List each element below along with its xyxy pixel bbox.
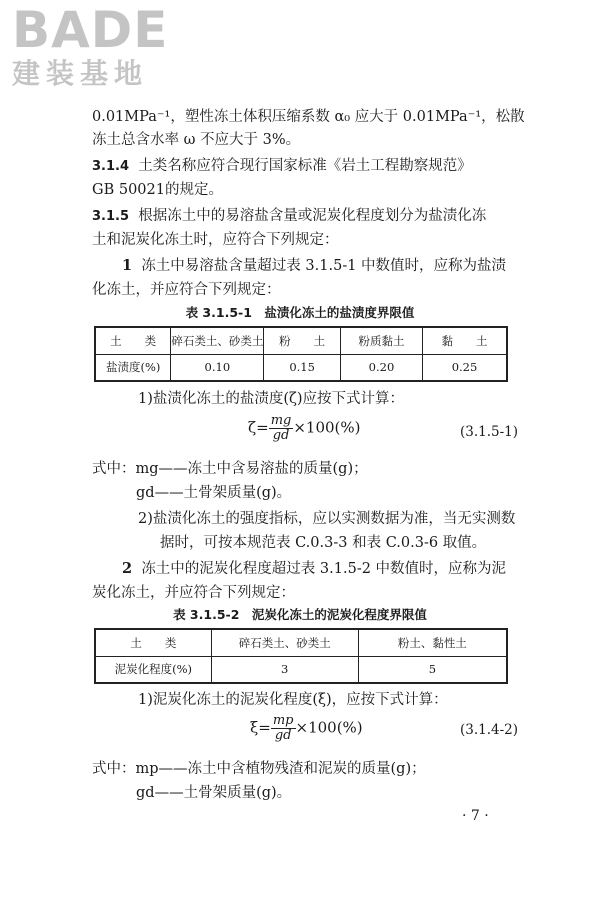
clause-text: 土类名称应符合现行国家标准《岩土工程勘察规范》 <box>138 158 472 174</box>
formula-lhs: ζ= <box>248 418 269 437</box>
item-1-sub-1: 1)盐渍化冻土的盐渍度(ζ)应按下式计算： <box>138 391 405 407</box>
item-1-sub-2-line-1: 2)盐渍化冻土的强度指标，应以实测数据为准，当无实测数 <box>138 511 516 527</box>
formula-rhs: ×100(%) <box>295 718 363 737</box>
clause-3-1-4-line-2: GB 50021的规定。 <box>92 182 223 198</box>
item-2 <box>122 559 506 579</box>
table-2-header-cell: 碎石类土、砂类土 <box>211 629 358 656</box>
where-2-line-1: 式中：mp——冻土中含植物残渣和泥炭的质量(g)； <box>92 761 426 777</box>
table-1-header-cell: 粉质黏土 <box>340 327 422 354</box>
table-1-caption: 表 3.1.5-1 盐渍化冻土的盐渍度界限值 <box>185 305 415 320</box>
equation-number: (3.1.4-2) <box>460 722 519 738</box>
formula-fraction <box>269 414 294 443</box>
intro-line-1: 0.01MPa⁻¹，塑性冻土体积压缩系数 α₀ 应大于 0.01MPa⁻¹，松散 <box>92 109 525 125</box>
clause-3-1-5-line-2: 土和泥炭化冻土时，应符合下列规定： <box>92 232 339 248</box>
table-1-header-cell: 粉 土 <box>264 327 341 354</box>
where-1-line-2: gd——土骨架质量(g)。 <box>136 485 292 501</box>
table-2-header-cell: 粉土、黏性土 <box>358 629 507 656</box>
logo-wordmark: BADE <box>12 1 169 59</box>
formula-salinity <box>248 414 361 443</box>
formula-numerator: mp <box>272 713 294 728</box>
clause-3-1-5 <box>92 206 486 227</box>
clause-text: 根据冻土中的易溶盐含量或泥炭化程度划分为盐渍化冻 <box>138 208 487 224</box>
table-2-header-cell: 土 类 <box>95 629 211 656</box>
table-1-header-cell: 碎石类土、砂类土 <box>171 327 264 354</box>
formula-denominator: gd <box>274 728 292 743</box>
where-2-line-2: gd——土骨架质量(g)。 <box>136 785 292 801</box>
item-1-sub-2-line-2: 据时，可按本规范表 C.0.3-3 和表 C.0.3-6 取值。 <box>160 535 487 551</box>
table-1-cell: 0.10 <box>171 354 264 381</box>
clause-3-1-4 <box>92 156 472 177</box>
table-2 <box>94 628 508 684</box>
item-1 <box>122 256 506 276</box>
table-1-header-row <box>95 327 507 354</box>
item-number: 2 <box>122 560 133 577</box>
where-1-line-1: 式中：mg——冻土中含易溶盐的质量(g)； <box>92 461 368 477</box>
table-2-header-row <box>95 629 507 656</box>
table-2-cell: 5 <box>358 656 507 683</box>
table-1-cell: 0.20 <box>340 354 422 381</box>
item-number: 1 <box>122 257 133 274</box>
item-2-sub-1: 1)泥炭化冻土的泥炭化程度(ξ)，应按下式计算： <box>138 692 448 708</box>
page-number: · 7 · <box>462 808 489 824</box>
item-2-line-2: 炭化冻土，并应符合下列规定： <box>92 585 295 601</box>
brand-logo <box>12 1 172 94</box>
item-1-line-2: 化冻土，并应符合下列规定： <box>92 282 281 298</box>
table-1-data-row <box>95 354 507 381</box>
table-1-cell: 0.25 <box>423 354 507 381</box>
table-1-header-cell: 土 类 <box>95 327 171 354</box>
intro-line-2: 冻土总含水率 ω 不应大于 3%。 <box>92 132 301 148</box>
table-1-cell: 盐渍度(%) <box>95 354 171 381</box>
formula-numerator: mg <box>270 413 292 428</box>
table-2-caption: 表 3.1.5-2 泥炭化冻土的泥炭化程度界限值 <box>173 607 427 622</box>
table-2-cell: 3 <box>211 656 358 683</box>
table-1 <box>94 326 508 382</box>
table-2-cell: 泥炭化程度(%) <box>95 656 211 683</box>
item-text: 冻土中易溶盐含量超过表 3.1.5-1 中数值时，应称为盐渍 <box>141 258 507 274</box>
formula-peat <box>250 714 363 743</box>
table-1-header-cell: 黏 土 <box>423 327 507 354</box>
item-text: 冻土中的泥炭化程度超过表 3.1.5-2 中数值时，应称为泥 <box>141 561 507 577</box>
formula-fraction <box>271 714 296 743</box>
formula-rhs: ×100(%) <box>293 418 361 437</box>
table-1-cell: 0.15 <box>264 354 341 381</box>
equation-number: (3.1.5-1) <box>460 424 519 440</box>
formula-lhs: ξ= <box>250 718 271 737</box>
table-2-data-row <box>95 656 507 683</box>
clause-number: 3.1.5 <box>92 209 130 224</box>
formula-denominator: gd <box>272 428 290 443</box>
logo-subtitle: 建装基地 <box>12 57 149 90</box>
clause-number: 3.1.4 <box>92 159 130 174</box>
